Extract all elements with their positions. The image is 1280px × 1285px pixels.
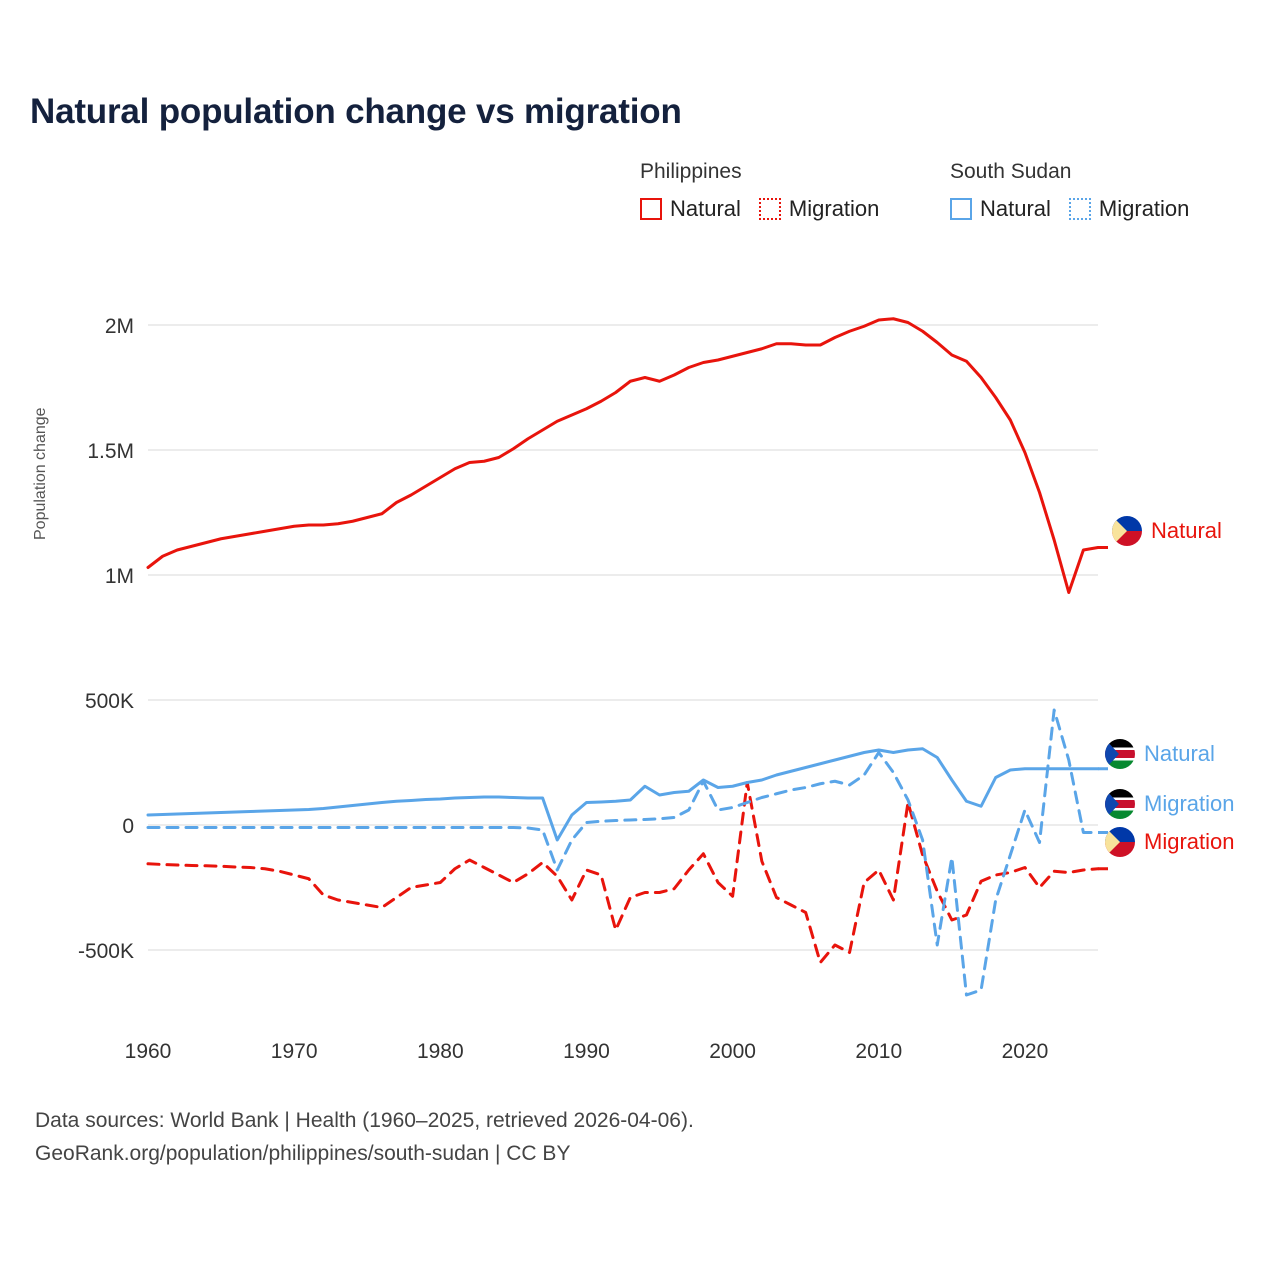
legend-label-ph-migration: Migration — [788, 196, 880, 221]
end-label-ph-natural — [1112, 516, 1222, 546]
series-line-south-sudan-migration — [148, 710, 1098, 995]
end-label-text-ph-migration: Migration — [1144, 829, 1235, 854]
end-label-ss-migration — [1105, 789, 1234, 819]
x-axis-tick-label: 1960 — [124, 1040, 172, 1063]
end-label-text-ph-natural: Natural — [1151, 518, 1222, 543]
legend-label-ph-natural: Natural — [670, 196, 741, 221]
y-axis-tick-label: 0 — [122, 815, 134, 838]
south-sudan-flag-icon — [1105, 739, 1135, 769]
y-axis-tick-label: 1.5M — [87, 440, 134, 463]
legend-group-title-south-sudan: South Sudan — [950, 160, 1072, 183]
philippines-flag-icon — [1112, 516, 1142, 546]
philippines-flag-icon — [1105, 827, 1135, 857]
legend-label-ss-natural: Natural — [980, 196, 1051, 221]
x-axis-tick-label: 1980 — [416, 1040, 464, 1063]
end-label-ss-natural — [1105, 739, 1215, 769]
legend-label-ss-migration: Migration — [1098, 196, 1190, 221]
footer-line-url: GeoRank.org/population/philippines/south-sudan | CC BY — [35, 1141, 571, 1165]
chart-title: Natural population change vs migration — [30, 92, 682, 131]
x-axis-tick-label: 1990 — [563, 1040, 610, 1063]
y-axis-tick-label: 2M — [104, 315, 134, 338]
end-label-text-ss-natural: Natural — [1144, 741, 1215, 766]
y-axis-tick-label: -500K — [77, 940, 134, 963]
y-axis-label: Population change — [32, 407, 49, 540]
x-axis-tick-label: 2010 — [855, 1040, 903, 1063]
end-label-ph-migration — [1105, 827, 1234, 857]
legend-group-title-philippines: Philippines — [640, 160, 742, 183]
series-line-philippines-natural — [148, 319, 1098, 593]
footer-line-sources: Data sources: World Bank | Health (1960–2025, retrieved 2026-04-06). — [35, 1109, 694, 1132]
chart-footer — [35, 1105, 694, 1170]
y-axis-tick-label: 500K — [84, 690, 134, 713]
x-axis-tick-label: 2020 — [1001, 1040, 1049, 1063]
x-axis-tick-label: 1970 — [270, 1040, 318, 1063]
y-axis-tick-label: 1M — [104, 565, 134, 588]
end-label-text-ss-migration: Migration — [1144, 791, 1235, 816]
x-axis-tick-label: 2000 — [709, 1040, 756, 1063]
south-sudan-flag-icon — [1105, 789, 1135, 819]
